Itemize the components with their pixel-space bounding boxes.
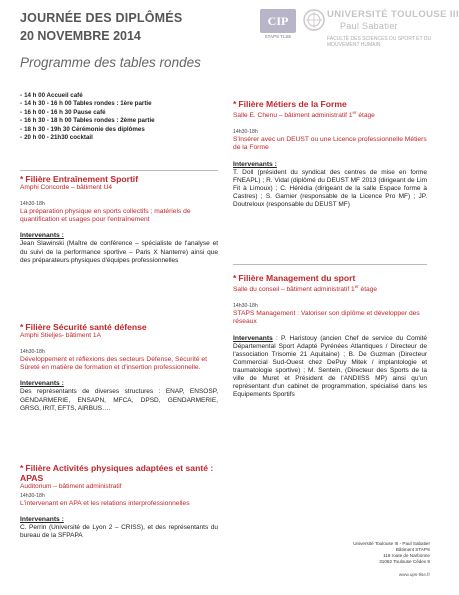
cip-badge: CIP <box>260 9 296 33</box>
document-header <box>0 0 459 70</box>
schedule-item: - 16 h 30 - 18 h 00 Tables rondes : 2ème partie <box>20 117 155 125</box>
schedule-item: - 16 h 00 - 16 h 30 Pause café <box>20 108 106 116</box>
section-location: Auditorium – bâtiment administratif <box>20 483 122 490</box>
schedule-item: - 14 h 00 Accueil café <box>20 92 83 99</box>
program-subtitle: Programme des tables rondes <box>20 55 201 70</box>
section-apas <box>20 463 218 540</box>
section-title: * Filière Activités physiques adaptées et santé : APAS <box>20 463 214 483</box>
faculty-name: FACULTÉ DES SCIENCES DU SPORT ET DU MOUVEMENT HUMAIN <box>327 36 432 48</box>
university-emblem-icon <box>303 9 325 31</box>
section-description: S'insérer avec un DEUST ou une Licence professionnelle Métiers de la Forme <box>233 136 427 152</box>
event-title: JOURNÉE DES DIPLÔMÉS <box>20 11 183 25</box>
intervenants-text: Des représentants de diverses structures : ENAP, ENSOSP, GENDARMERIE, ENSAPN, MFCA, DPSD, GENDARMERIE, GRSG, IRIT, EFTS, AIRBUS…. <box>20 388 218 412</box>
schedule-item: - 18 h 30 - 19h 30 Cérémonie des diplômes <box>20 125 145 133</box>
event-date: 20 NOVEMBRE 2014 <box>20 29 141 43</box>
university-name: UNIVERSITÉ TOULOUSE III <box>327 9 459 20</box>
footer-line: Bâtiment STAPS <box>395 547 430 552</box>
intervenants-text: Jean Slawinski (Maître de conférence – spécialiste de l'analyse et du suivi de la performance sportive – Paris X Nanterre) ainsi que des préparateurs physiques d'équipes professionnelles <box>20 240 218 264</box>
star-icon: * <box>20 174 24 184</box>
intervenants-text: Intervenants : P. Haristouy (ancien Chef de service du Comité Départemental Sport Adapté Pyrénées Atlantiques / Directeur de l'association Trisomie 21 Aquitaine) ; B. De Guzman (Directeur Commercial Sud-Ouest chez DePuy Mitek / implantologie et traumatologie sportive) ; M. Sentein, (Directeur des Sports de la ville de Muret et Président de l'ANDIISS MP) ainsi qu'un représentant d'un cabinet de programmation, spécialisé dans les Equipements Sportifs <box>233 334 427 399</box>
section-location: Salle du conseil – bâtiment administratif 1er étage <box>233 284 378 294</box>
section-divider <box>20 170 218 171</box>
section-description: STAPS Management : Valoriser son diplôme et développer des réseaux <box>233 310 420 326</box>
intervenants-label: Intervenants : <box>20 380 64 388</box>
star-icon: * <box>20 463 24 473</box>
footer-line: 118 route de Narbonne <box>383 553 430 558</box>
section-management-sport <box>233 264 427 399</box>
star-icon: * <box>20 322 24 332</box>
schedule-item: - 14 h 30 - 16 h 00 Tables rondes : 1ère partie <box>20 100 152 108</box>
section-description: Développement et réflexions des secteurs Défense, Sécurité et Sûreté en matière de formation et d'insertion professionnelle. <box>20 356 207 372</box>
footer-address <box>300 541 430 578</box>
section-divider <box>233 264 427 265</box>
section-metiers-forme <box>233 99 427 209</box>
star-icon: * <box>233 273 237 283</box>
section-securite-sante-defense <box>20 322 218 413</box>
section-location: Amphi Stieljes- bâtiment 1A <box>20 332 101 339</box>
schedule-item: - 20 h 00 - 21h30 cocktail <box>20 134 93 142</box>
footer-url: www.ups-tlse.fr <box>398 572 430 577</box>
footer-line: 31062 Toulouse Cédex 9 <box>379 559 430 564</box>
intervenants-label: Intervenants : <box>20 516 64 524</box>
intervenants-label: Intervenants : <box>233 160 277 168</box>
section-time: 14h30-18h <box>20 349 45 355</box>
star-icon: * <box>233 99 237 109</box>
section-description: La préparation physique en sports collectifs ; matériels de quantification et usages pour l'entraînement <box>20 208 191 224</box>
section-description: L'intervenant en APA et les relations interprofessionnelles <box>20 500 190 507</box>
cip-subtitle: STAPS TLSE <box>264 34 292 39</box>
footer-line: Université Toulouse III - Paul Sabatier <box>353 541 430 546</box>
university-subname: Paul Sabatier <box>340 21 398 31</box>
section-time: 14h30-18h <box>233 129 258 136</box>
intervenants-label: Intervenants <box>233 334 273 342</box>
intervenants-text: C. Perrin (Université de Lyon 2 – CRISS), et des représentants du bureau de la SFPAPA <box>20 524 218 540</box>
section-title: * Filière Sécurité santé défense <box>20 322 147 332</box>
cip-staps-logo <box>260 9 296 49</box>
section-time: 14h30-18h <box>20 201 45 207</box>
section-time: 14h30-18h <box>233 303 258 310</box>
section-title: * Filière Entraînement Sportif <box>20 174 139 184</box>
intervenants-label: Intervenants : <box>20 232 64 240</box>
section-location: Amphi Concorde – bâtiment U4 <box>20 184 112 191</box>
intervenants-text: T. Doll (président du syndicat des centres de mise en forme FNEAPL) ; R. Vidal (diplômé du DEUST MF 2013 (dirigeant de Lim Fit à Limoux) ; C. Hérédia (dirigeant de la salle Espace forme à Castres) ; S. Garnier (responsable de la Licence Pro MF) ; JP. Doutreloux (responsable du DEUST MF) <box>233 168 427 208</box>
section-title: * Filière Management du sport <box>233 273 356 283</box>
section-location: Salle E. Chenu – bâtiment administratif 1er étage <box>233 110 375 120</box>
section-title: * Filière Métiers de la Forme <box>233 99 347 109</box>
day-schedule <box>20 92 220 142</box>
section-entrainement-sportif <box>20 170 218 265</box>
section-time: 14h30-18h <box>20 493 45 499</box>
